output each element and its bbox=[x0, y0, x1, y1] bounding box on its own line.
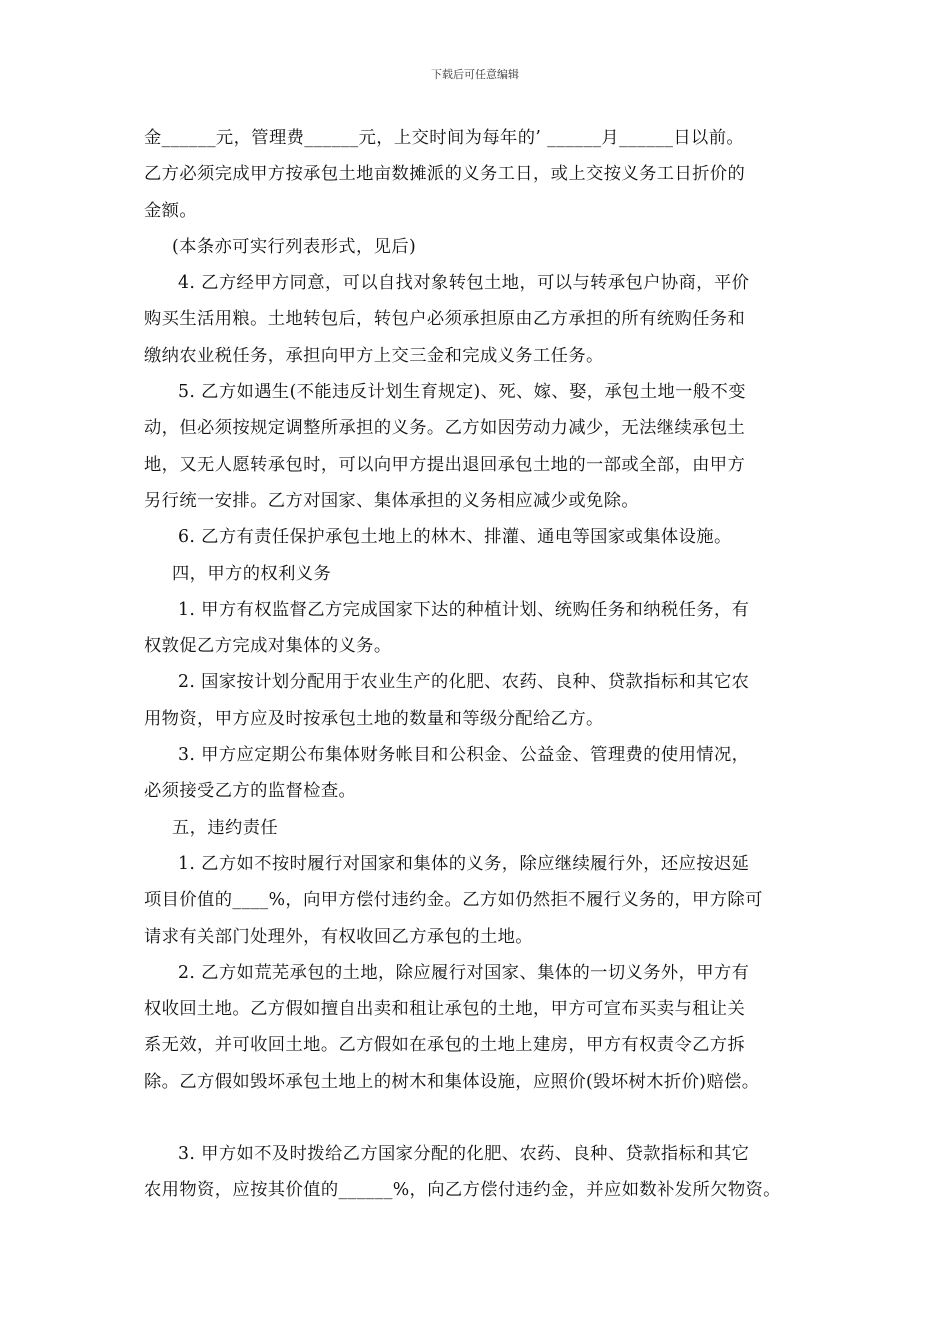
text-line: 请求有关部门处理外，有权收回乙方承包的土地。 bbox=[144, 926, 533, 947]
text-line: 1. 甲方有权监督乙方完成国家下达的种植计划、统购任务和纳税任务，有 bbox=[178, 599, 750, 620]
text-line: 1. 乙方如不按时履行对国家和集体的义务，除应继续履行外，还应按迟延 bbox=[178, 853, 750, 874]
text-line: 除。乙方假如毁坏承包土地上的树木和集体设施，应照价(毁坏树木折价)赔偿。 bbox=[144, 1071, 760, 1092]
text-line: 必须接受乙方的监督检查。 bbox=[144, 781, 357, 802]
text-line: 金______元，管理费______元，上交时间为每年的’ ______月______日以前。 bbox=[144, 128, 745, 148]
text-line: 乙方必须完成甲方按承包土地亩数摊派的义务工日，或上交按义务工日折价的 bbox=[144, 164, 746, 185]
text-line: 5. 乙方如遇生(不能违反计划生育规定)、死、嫁、娶，承包土地一般不变 bbox=[178, 382, 746, 403]
text-line: 系无效，并可收回土地。乙方假如在承包的土地上建房，甲方有权责令乙方拆 bbox=[144, 1035, 746, 1056]
section-heading: 五，违约责任 bbox=[172, 817, 279, 838]
text-line: (本条亦可实行列表形式，见后) bbox=[172, 236, 417, 257]
text-line: 2. 国家按计划分配用于农业生产的化肥、农药、良种、贷款指标和其它农 bbox=[178, 672, 750, 693]
text-line: 项目价值的____%，向甲方偿付违约金。乙方如仍然拒不履行义务的，甲方除可 bbox=[144, 890, 763, 911]
text-line: 4. 乙方经甲方同意，可以自找对象转包土地，可以与转承包户协商，平价 bbox=[178, 273, 750, 294]
paragraph-gap bbox=[144, 1100, 820, 1136]
page-header: 下载后可任意编辑 bbox=[431, 68, 519, 81]
text-line: 权敦促乙方完成对集体的义务。 bbox=[144, 636, 392, 657]
document-body bbox=[144, 120, 820, 1209]
text-line: 缴纳农业税任务，承担向甲方上交三金和完成义务工任务。 bbox=[144, 345, 604, 366]
text-line: 2. 乙方如荒芜承包的土地，除应履行对国家、集体的一切义务外，甲方有 bbox=[178, 962, 750, 983]
text-line: 金额。 bbox=[144, 200, 198, 221]
text-line: 权收回土地。乙方假如擅自出卖和租让承包的土地，甲方可宣布买卖与租让关 bbox=[144, 999, 746, 1020]
text-line: 另行统一安排。乙方对国家、集体承担的义务相应减少或免除。 bbox=[144, 490, 640, 511]
text-line: 动，但必须按规定调整所承担的义务。乙方如因劳动力减少，无法继续承包土 bbox=[144, 418, 746, 439]
text-line: 3. 甲方应定期公布集体财务帐目和公积金、公益金、管理费的使用情况， bbox=[178, 745, 750, 766]
text-line: 3. 甲方如不及时拨给乙方国家分配的化肥、农药、良种、贷款指标和其它 bbox=[178, 1144, 750, 1165]
text-line: 农用物资，应按其价值的______%，向乙方偿付违约金，并应如数补发所欠物资。 bbox=[144, 1180, 781, 1201]
section-heading: 四，甲方的权利义务 bbox=[172, 563, 332, 584]
text-line: 购买生活用粮。土地转包后，转包户必须承担原由乙方承担的所有统购任务和 bbox=[144, 309, 746, 330]
text-line: 用物资，甲方应及时按承包土地的数量和等级分配给乙方。 bbox=[144, 708, 604, 729]
text-line: 地，又无人愿转承包时，可以向甲方提出退回承包土地的一部或全部，由甲方 bbox=[144, 454, 746, 475]
text-line: 6. 乙方有责任保护承包土地上的林木、排灌、通电等国家或集体设施。 bbox=[178, 527, 732, 548]
